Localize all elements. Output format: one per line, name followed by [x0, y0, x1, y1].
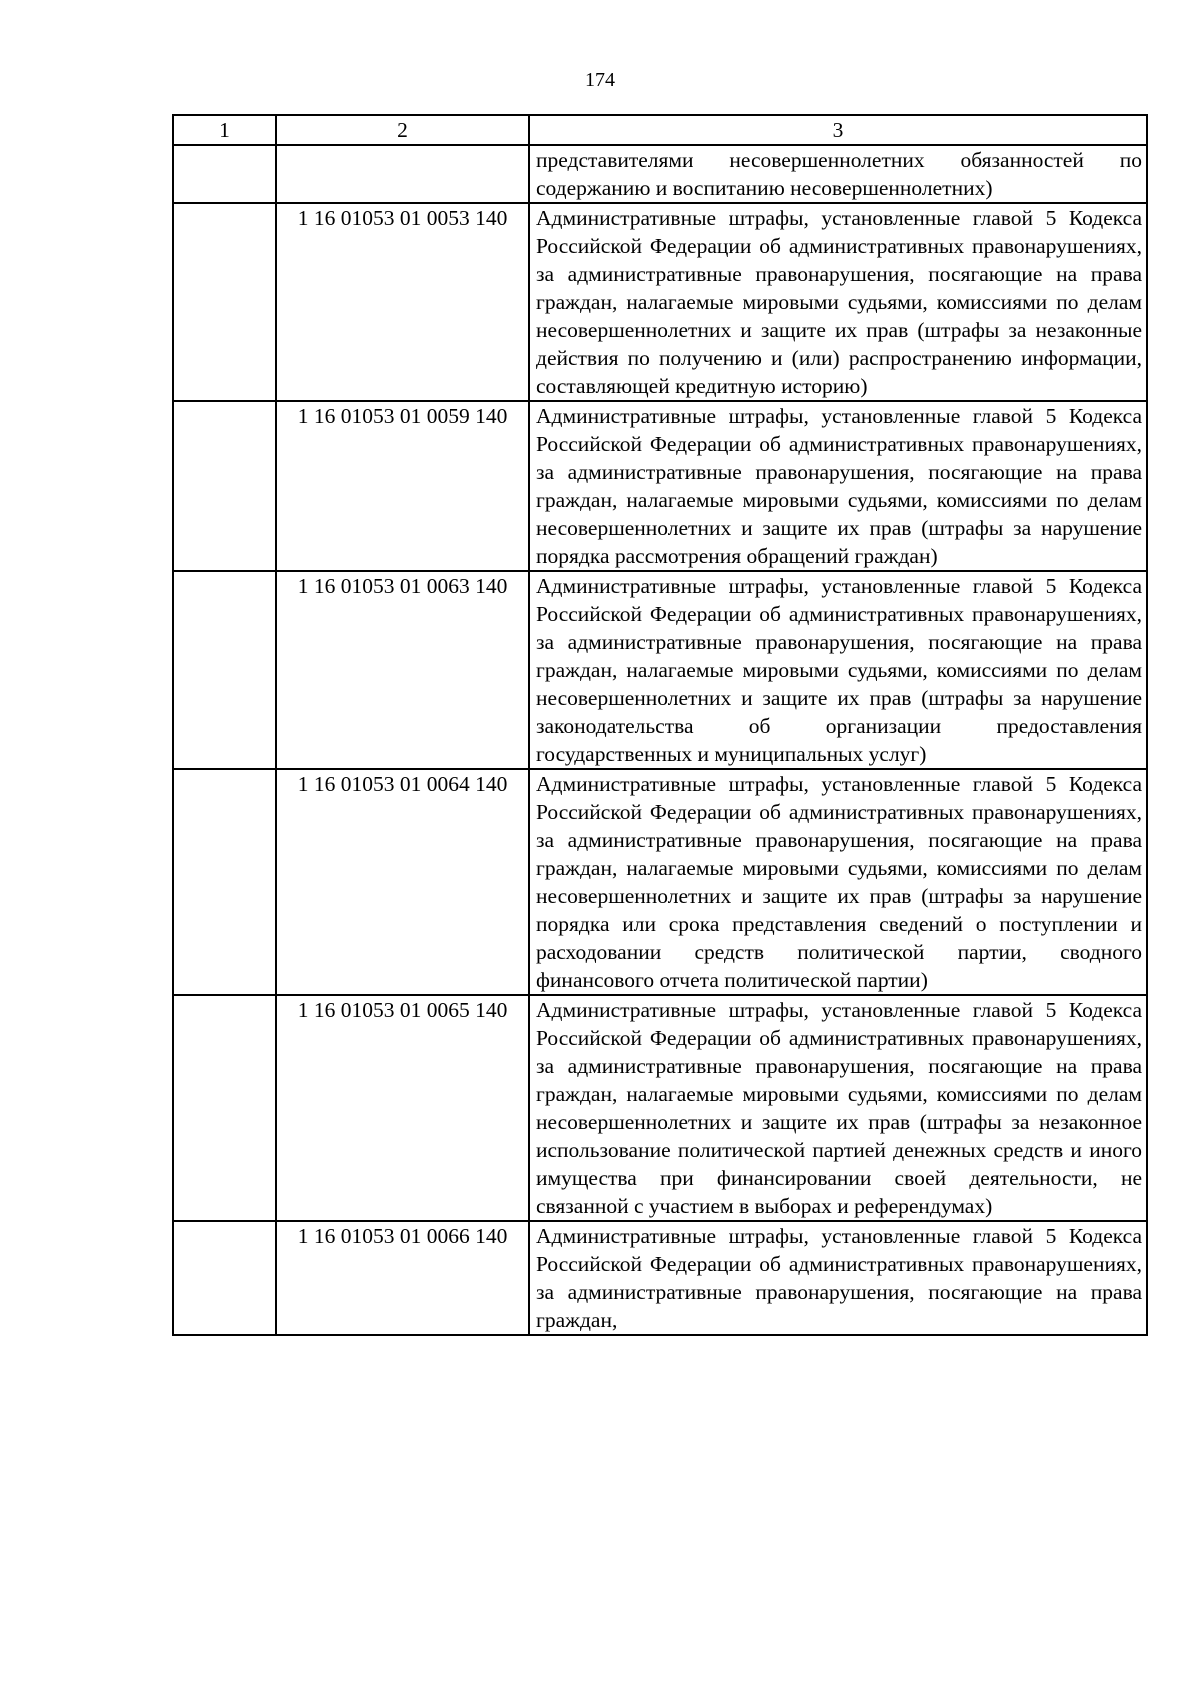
table-row [173, 203, 1147, 401]
row-col-1 [173, 203, 276, 401]
table-row [173, 145, 1147, 203]
classification-code: 1 16 01053 01 0053 140 [276, 203, 529, 401]
classification-code: 1 16 01053 01 0063 140 [276, 571, 529, 769]
table-row [173, 571, 1147, 769]
page-number: 174 [585, 69, 615, 91]
income-description: представителями несовершеннолетних обязанностей по содержанию и воспитанию несовершеннолетних) [529, 145, 1147, 203]
row-col-1 [173, 995, 276, 1221]
header-col-1: 1 [173, 115, 276, 145]
table-header-row [173, 115, 1147, 145]
income-description: Административные штрафы, установленные главой 5 Кодекса Российской Федерации об административных правонарушениях, за административные правонарушения, посягающие на права граждан, налагаемые мировыми судьями, комиссиями по делам несовершеннолетних и защите их прав (штрафы за незаконные действия по получению и (или) распространению информации, составляющей кредитную историю) [529, 203, 1147, 401]
row-col-1 [173, 401, 276, 571]
classification-code [276, 145, 529, 203]
income-description: Административные штрафы, установленные главой 5 Кодекса Российской Федерации об административных правонарушениях, за административные правонарушения, посягающие на права граждан, налагаемые мировыми судьями, комиссиями по делам несовершеннолетних и защите их прав (штрафы за незаконное использование политической партией денежных средств и иного имущества при финансировании своей деятельности, не связанной с участием в выборах и референдумах) [529, 995, 1147, 1221]
table-row [173, 769, 1147, 995]
table-row [173, 995, 1147, 1221]
income-description: Административные штрафы, установленные главой 5 Кодекса Российской Федерации об административных правонарушениях, за административные правонарушения, посягающие на права граждан, налагаемые мировыми судьями, комиссиями по делам несовершеннолетних и защите их прав (штрафы за нарушение порядка или срока представления сведений о поступлении и расходовании средств политической партии, сводного финансового отчета политической партии) [529, 769, 1147, 995]
row-col-1 [173, 145, 276, 203]
income-description: Административные штрафы, установленные главой 5 Кодекса Российской Федерации об административных правонарушениях, за административные правонарушения, посягающие на права граждан, налагаемые мировыми судьями, комиссиями по делам несовершеннолетних и защите их прав (штрафы за нарушение законодательства об организации предоставления государственных и муниципальных услуг) [529, 571, 1147, 769]
classification-code: 1 16 01053 01 0064 140 [276, 769, 529, 995]
classification-code: 1 16 01053 01 0059 140 [276, 401, 529, 571]
budget-classification-table [172, 114, 1148, 1336]
header-col-3: 3 [529, 115, 1147, 145]
income-description: Административные штрафы, установленные главой 5 Кодекса Российской Федерации об административных правонарушениях, за административные правонарушения, посягающие на права граждан, [529, 1221, 1147, 1335]
classification-code: 1 16 01053 01 0066 140 [276, 1221, 529, 1335]
table-row [173, 1221, 1147, 1335]
row-col-1 [173, 571, 276, 769]
table-row [173, 401, 1147, 571]
header-col-2: 2 [276, 115, 529, 145]
row-col-1 [173, 1221, 276, 1335]
classification-code: 1 16 01053 01 0065 140 [276, 995, 529, 1221]
row-col-1 [173, 769, 276, 995]
income-description: Административные штрафы, установленные главой 5 Кодекса Российской Федерации об административных правонарушениях, за административные правонарушения, посягающие на права граждан, налагаемые мировыми судьями, комиссиями по делам несовершеннолетних и защите их прав (штрафы за нарушение порядка рассмотрения обращений граждан) [529, 401, 1147, 571]
